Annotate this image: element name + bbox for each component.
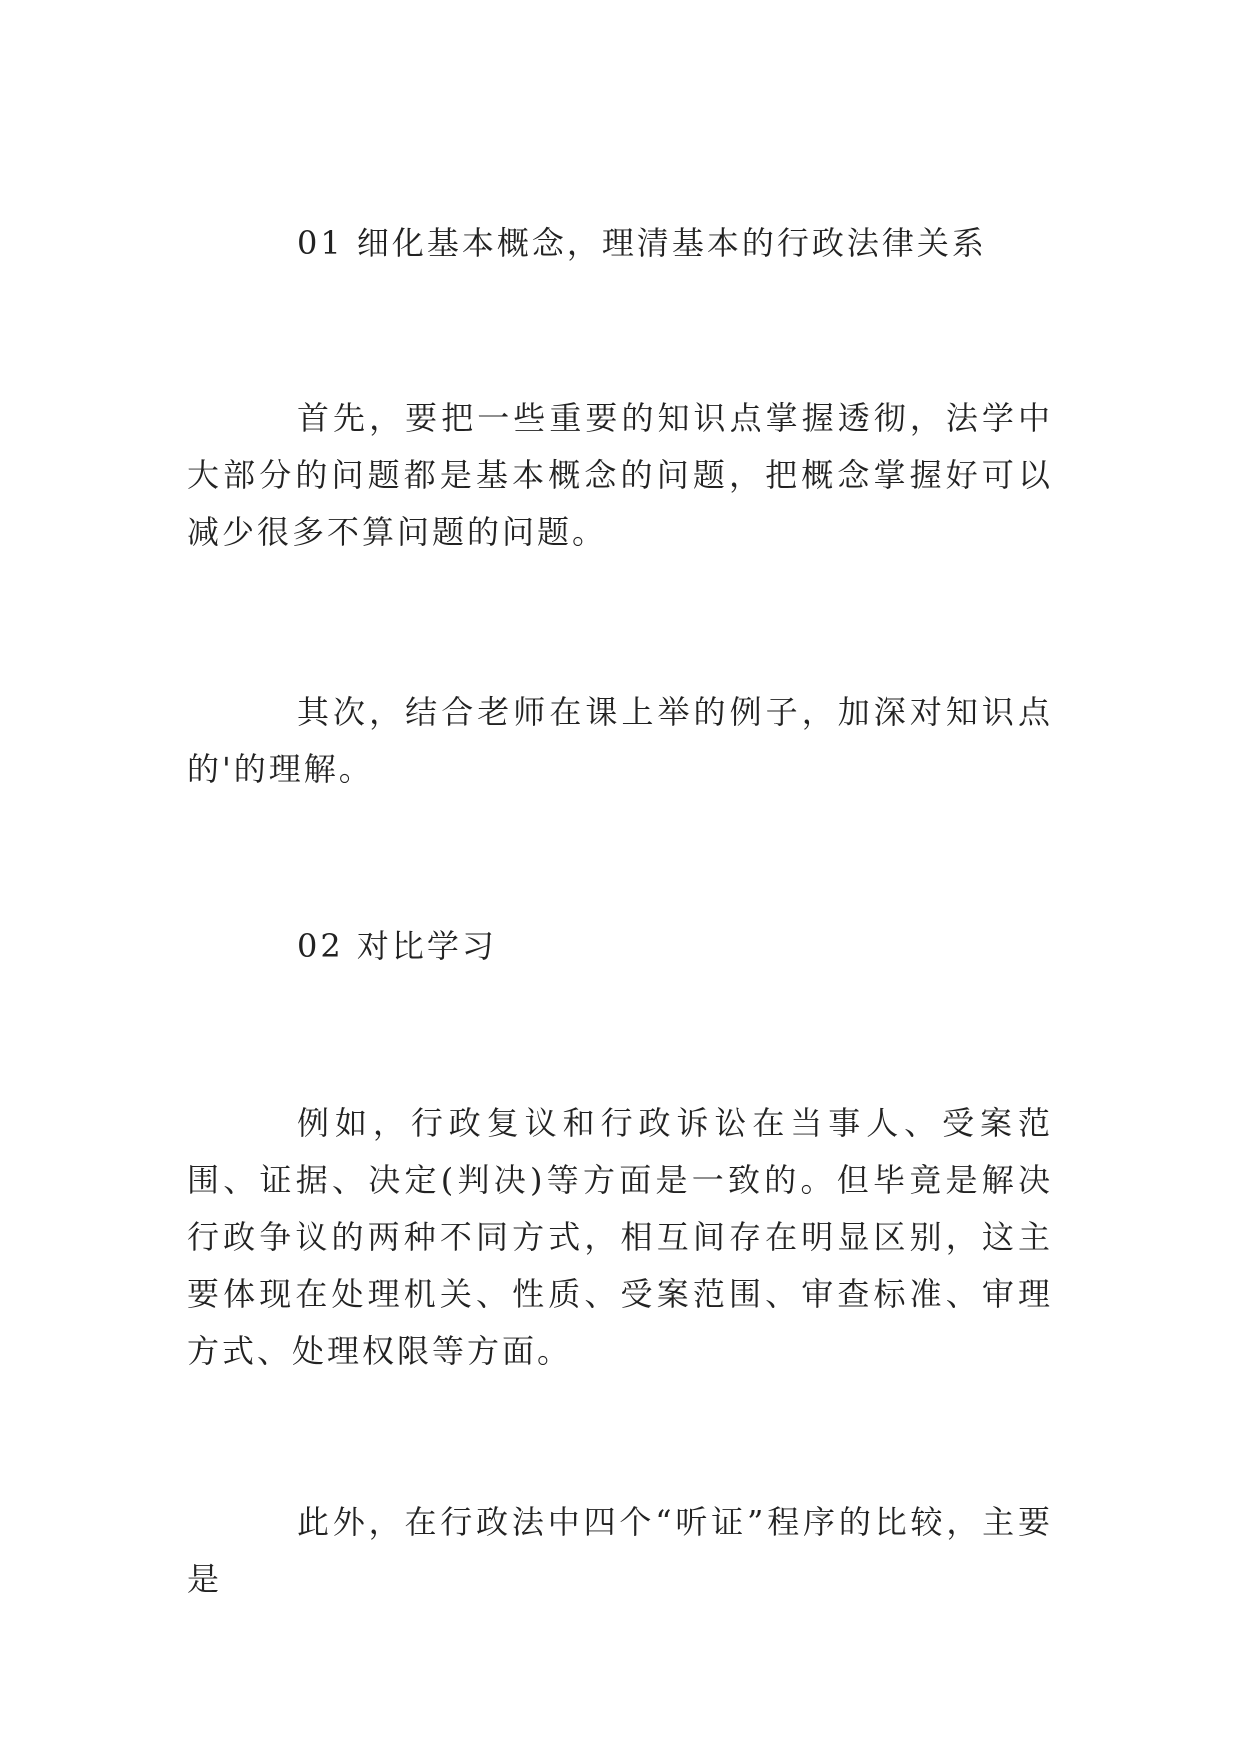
paragraph-3: 例如，行政复议和行政诉讼在当事人、受案范围、证据、决定(判决)等方面是一致的。但毕竟是解决行政争议的两种不同方式，相互间存在明显区别，这主要体现在处理机关、性质、受案范围、审查标准、审理方式、处理权限等方面。 <box>187 1104 1053 1370</box>
section-heading-1: 01 细化基本概念，理清基本的行政法律关系 <box>297 224 987 262</box>
paragraph-1: 首先，要把一些重要的知识点掌握透彻，法学中大部分的问题都是基本概念的问题，把概念掌握好可以减少很多不算问题的问题。 <box>187 399 1053 551</box>
paragraph-4: 此外，在行政法中四个“听证”程序的比较，主要是 <box>187 1503 1053 1598</box>
section-heading-2: 02 对比学习 <box>297 927 497 965</box>
paragraph-2: 其次，结合老师在课上举的例子，加深对知识点的'的理解。 <box>187 693 1053 788</box>
